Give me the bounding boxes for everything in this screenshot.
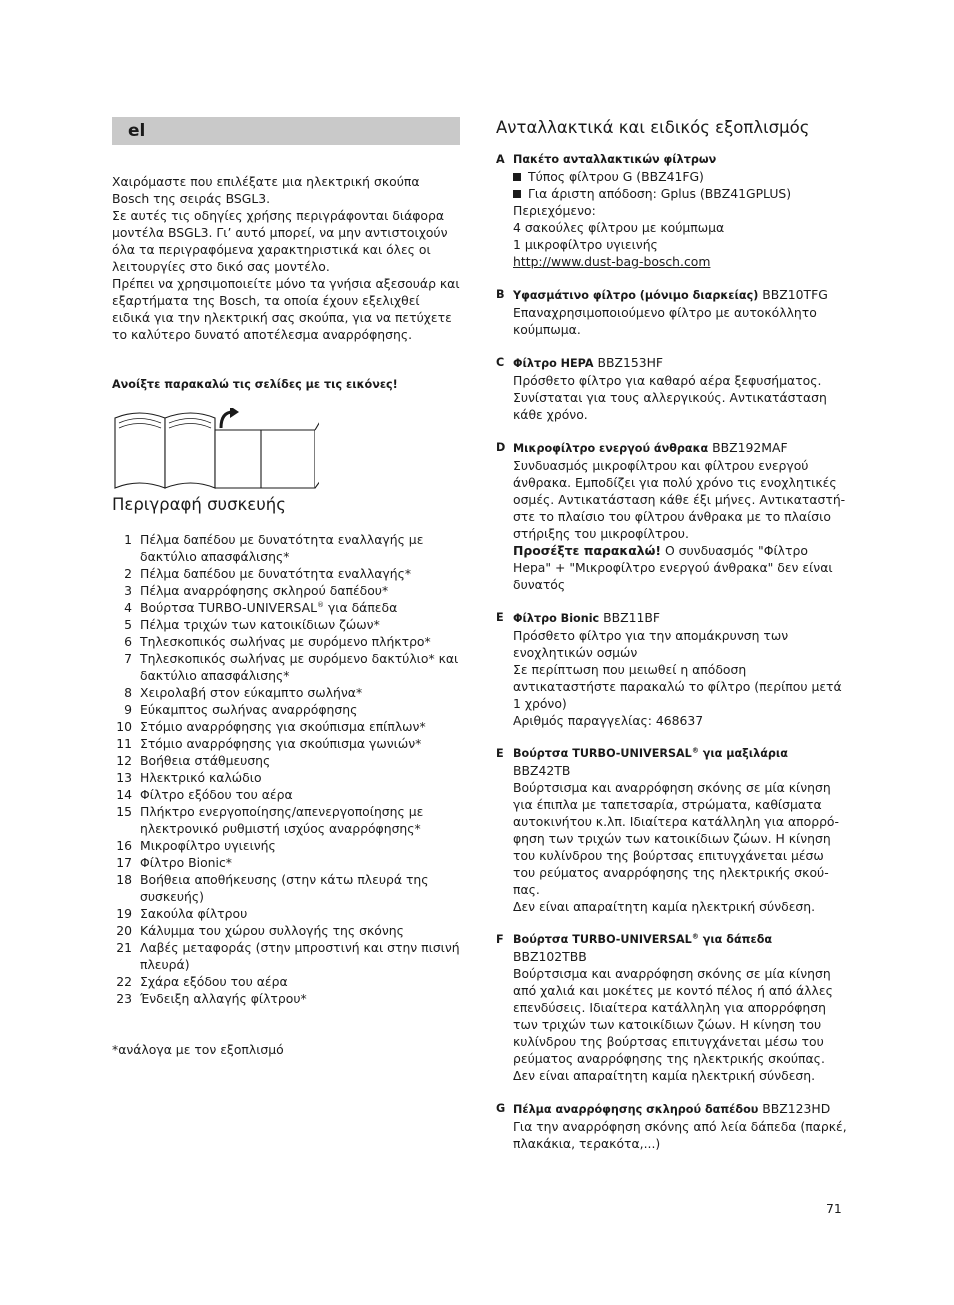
accessory-code: BBZ11BF xyxy=(599,610,660,625)
accessory-text: Συνδυασμός μικροφίλτρου και φίλτρου ενεργού άνθρακα. Εμποδίζει για πολύ χρόνο τις ενοχλητικές οσμές. Αντικατάσταση κάθε έξι μήνες. Αντικαταστή-στε το πλαίσιο του φίλτρου άνθρακα με το πλαίσιο στήριξης του μικροφίλτρου. xyxy=(513,458,846,541)
intro-text xyxy=(112,173,460,343)
device-description-title: Περιγραφή συσκευής xyxy=(112,495,286,514)
language-tag: el xyxy=(128,121,146,141)
list-item: 9 Εύκαμπτος σωλήνας αναρρόφησης xyxy=(124,702,358,717)
accessory-note: Προσέξτε παρακαλώ! Ο συνδυασμός "Φίλτρο Hepa" + "Μικροφίλτρο ενεργού άνθρακα" δεν είναι δυνατός xyxy=(513,543,833,592)
accessory-f xyxy=(496,931,848,1084)
list-item: 11 Στόμιο αναρρόφησης για σκούπισμα γωνιών* xyxy=(116,736,422,751)
accessory-code: BBZ123HD xyxy=(758,1101,831,1116)
list-item: 14 Φίλτρο εξόδου του αέρα xyxy=(116,787,293,802)
accessory-heading: Πακέτο ανταλλακτικών φίλτρων xyxy=(513,153,717,166)
accessory-text: Δεν είναι απαραίτητη καμία ηλεκτρική σύνδεση. xyxy=(513,1068,816,1083)
accessory-text: Πρόσθετο φίλτρο για την απομάκρυνση των ενοχλητικών οσμών xyxy=(513,628,789,660)
dust-bag-link[interactable]: http://www.dust-bag-bosch.com xyxy=(513,254,711,269)
page-number: 71 xyxy=(826,1201,842,1216)
accessory-heading: Βούρτσα TURBO-UNIVERSAL® για μαξιλάρια xyxy=(513,746,788,760)
language-header-bar xyxy=(112,117,460,145)
list-item: 10 Στόμιο αναρρόφησης για σκούπισμα επίπλων* xyxy=(116,719,426,734)
filter-type-gplus: Για άριστη απόδοση: Gplus (BBZ41GPLUS) xyxy=(513,185,848,202)
list-item: 22 Σχάρα εξόδου του αέρα xyxy=(116,974,288,989)
accessory-code: BBZ42TB xyxy=(513,763,571,778)
list-item: 12 Βοήθεια στάθμευσης xyxy=(116,753,271,768)
foldout-book-illustration xyxy=(113,408,460,494)
list-item: 5 Πέλμα τριχών των κατοικίδιων ζώων* xyxy=(124,617,380,632)
contents-item: 1 μικροφίλτρο υγιεινής xyxy=(513,237,658,252)
accessory-heading: Υφασμάτινο φίλτρο (μόνιμο διαρκείας) BBZ10TFG xyxy=(513,287,828,302)
accessory-e-bionic xyxy=(496,609,848,729)
accessory-c xyxy=(496,354,848,423)
list-item: 18 Βοήθεια αποθήκευσης (στην κάτω πλευρά της συσκευής) xyxy=(116,872,429,904)
accessories-title: Ανταλλακτικά και ειδικός εξοπλισμός xyxy=(496,118,810,137)
device-parts-list xyxy=(112,531,460,1007)
accessory-text: Βούρτσισμα και αναρρόφηση σκόνης σε μία κίνηση από χαλιά και μοκέτες με κοντό πέλος ή από άλλες επενδύσεις. Ιδιαίτερα κατάλληλη για απορρόφηση των τριχών των κατοικίδιων ζώων. Η κίνηση του κυλίνδρου της βούρτσας επιτυγχάνεται μέσω του ρεύματος αναρρόφησης της ηλεκτρικής σκούπας. xyxy=(513,966,833,1066)
accessory-g xyxy=(496,1100,848,1152)
list-item: 20 Κάλυμμα του χώρου συλλογής της σκόνης xyxy=(116,923,404,938)
square-bullet-icon xyxy=(513,173,521,181)
accessory-letter: F xyxy=(496,933,504,946)
accessory-heading: Φίλτρο HEPA BBZ153HF xyxy=(513,355,664,370)
list-item: 2 Πέλμα δαπέδου με δυνατότητα εναλλαγής* xyxy=(124,566,412,581)
accessory-text: Βούρτσισμα και αναρρόφηση σκόνης σε μία κίνηση για έπιπλα με ταπετσαρία, στρώματα, καθίσματα αυτοκινήτου κ.λπ. Ιδιαίτερα κατάλληλη για απορρό-φηση των τριχών των κατοικίδιων ζώων. Η κίνηση του κυλίνδρου της βούρτσας επιτυγχάνεται μέσω του ρεύματος αναρρόφησης της ηλεκτρικής σκού-πας. xyxy=(513,780,839,897)
intro-paragraph-2: Σε αυτές τις οδηγίες χρήσης περιγράφονται διάφορα μοντέλα BSGL3. Γι’ αυτό μπορεί, να μην αντιστοιχούν όλα τα περιγραφόμενα χαρακτηριστικά και όλες οι λειτουργίες στο δικό σας μοντέλο. xyxy=(112,208,448,274)
accessory-code: BBZ192MAF xyxy=(708,440,788,455)
right-column xyxy=(496,117,848,1168)
accessory-letter: C xyxy=(496,356,505,369)
accessory-letter: E xyxy=(496,747,504,760)
list-item: 15 Πλήκτρο ενεργοποίησης/απενεργοποίησης με ηλεκτρονικό ρυθμιστή ισχύος αναρρόφησης* xyxy=(116,804,424,836)
contents-item: 4 σακούλες φίλτρου με κούμπωμα xyxy=(513,220,725,235)
intro-paragraph-3: Πρέπει να χρησιμοποιείτε μόνο τα γνήσια αξεσουάρ και εξαρτήματα της Bosch, τα οποία έχουν εξελιχθεί ειδικά για την ηλεκτρική σας σκούπα, για να πετύχετε το καλύτερο δυνατό αποτέλεσμα αναρρόφησης. xyxy=(112,276,460,342)
accessory-letter: B xyxy=(496,288,505,301)
contents-label: Περιεχόμενο: xyxy=(513,203,596,218)
accessory-code: BBZ153HF xyxy=(593,355,664,370)
accessory-d xyxy=(496,439,848,593)
accessory-e-turbo xyxy=(496,745,848,915)
accessory-heading: Βούρτσα TURBO-UNIVERSAL® για δάπεδα xyxy=(513,932,773,946)
accessory-code: BBZ102TBB xyxy=(513,949,587,964)
list-item: 4 Βούρτσα TURBO-UNIVERSAL® για δάπεδα xyxy=(124,600,398,615)
intro-paragraph-1: Χαιρόμαστε που επιλέξατε μια ηλεκτρική σκούπα Bosch της σειράς BSGL3. xyxy=(112,174,420,206)
accessory-b xyxy=(496,286,848,338)
accessory-letter: D xyxy=(496,441,506,454)
accessory-a xyxy=(496,151,848,270)
accessory-letter: E xyxy=(496,611,504,624)
order-number: Αριθμός παραγγελίας: 468637 xyxy=(513,713,704,728)
list-item: 17 Φίλτρο Bionic* xyxy=(116,855,232,870)
list-item: 8 Χειρολαβή στον εύκαμπτο σωλήνα* xyxy=(124,685,363,700)
accessory-text: Δεν είναι απαραίτητη καμία ηλεκτρική σύνδεση. xyxy=(513,899,816,914)
accessory-text: Για την αναρρόφηση σκόνης από λεία δάπεδα (παρκέ, πλακάκια, τερακότα,...) xyxy=(513,1119,847,1151)
accessory-text: Επαναχρησιμοποιούμενο φίλτρο με αυτοκόλλητο κούμπωμα. xyxy=(513,305,817,337)
list-item: 21 Λαβές μεταφοράς (στην μπροστινή και στην πισινή πλευρά) xyxy=(116,940,460,972)
list-item: 23 Ένδειξη αλλαγής φίλτρου* xyxy=(116,991,307,1006)
list-item: 1 Πέλμα δαπέδου με δυνατότητα εναλλαγής με δακτύλιο απασφάλισης* xyxy=(124,532,424,564)
list-item: 13 Ηλεκτρικό καλώδιο xyxy=(116,770,262,785)
square-bullet-icon xyxy=(513,190,521,198)
accessory-letter: A xyxy=(496,153,505,166)
accessories-list xyxy=(496,151,848,1152)
left-column xyxy=(112,117,460,1058)
accessory-heading: Μικροφίλτρο ενεργού άνθρακα BBZ192MAF xyxy=(513,440,788,455)
accessory-letter: G xyxy=(496,1102,506,1115)
note-label: Προσέξτε παρακαλώ! xyxy=(513,543,662,558)
list-item: 19 Σακούλα φίλτρου xyxy=(116,906,248,921)
accessory-text: Πρόσθετο φίλτρο για καθαρό αέρα ξεφυσήματος. Συνίσταται για τους αλλεργικούς. Αντικατάσταση κάθε χρόνο. xyxy=(513,373,827,422)
list-item: 6 Τηλεσκοπικός σωλήνας με συρόμενο πλήκτρο* xyxy=(124,634,431,649)
accessory-heading: Φίλτρο Bionic BBZ11BF xyxy=(513,610,660,625)
accessory-heading: Πέλμα αναρρόφησης σκληρού δαπέδου BBZ123HD xyxy=(513,1101,831,1116)
accessory-code: BBZ10TFG xyxy=(758,287,828,302)
list-item: 3 Πέλμα αναρρόφησης σκληρού δαπέδου* xyxy=(124,583,389,598)
open-pages-note: Ανοίξτε παρακαλώ τις σελίδες με τις εικόνες! xyxy=(112,378,398,391)
list-item: 16 Μικροφίλτρο υγιεινής xyxy=(116,838,276,853)
accessory-text: Σε περίπτωση που μειωθεί η απόδοση αντικαταστήστε παρακαλώ το φίλτρο (περίπου μετά 1 χρόνο) xyxy=(513,662,842,711)
equipment-footnote: *ανάλογα με τον εξοπλισμό xyxy=(112,1042,284,1057)
filter-type-g: Τύπος φίλτρου G (BBZ41FG) xyxy=(513,168,848,185)
list-item: 7 Τηλεσκοπικός σωλήνας με συρόμενο δακτύλιο* και δακτύλιο απασφάλισης* xyxy=(124,651,459,683)
